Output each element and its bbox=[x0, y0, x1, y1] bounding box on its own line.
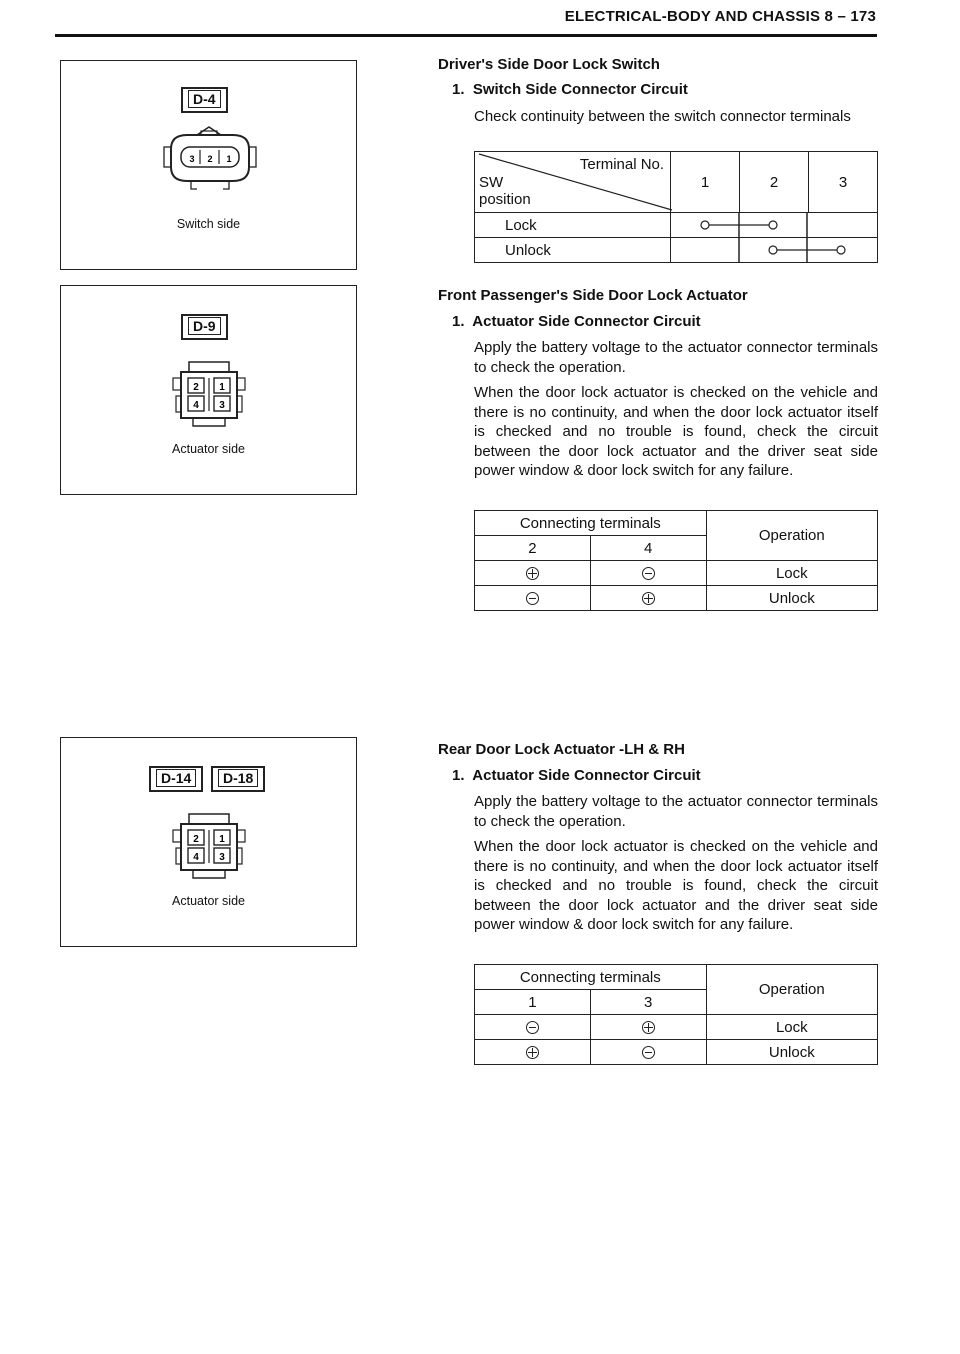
figure-caption: Actuator side bbox=[172, 894, 245, 908]
figure-d14-d18-actuator bbox=[60, 737, 357, 947]
section-title-front: Front Passenger's Side Door Lock Actuator bbox=[438, 287, 748, 304]
pin-label: 2 bbox=[207, 154, 213, 164]
terminal-header: 2 bbox=[740, 152, 809, 213]
switch-connector-icon bbox=[61, 123, 358, 223]
connector-label-d9 bbox=[181, 314, 228, 340]
pin-label: 3 bbox=[219, 400, 225, 411]
step-title-rear: 1. Actuator Side Connector Circuit bbox=[452, 767, 701, 784]
page-header: ELECTRICAL-BODY AND CHASSIS 8 – 173 bbox=[564, 8, 876, 25]
terminal-header: 3 bbox=[809, 152, 878, 213]
figure-d4-switch bbox=[60, 60, 357, 270]
operation-cell: Lock bbox=[706, 561, 877, 586]
connector-label-text: D-14 bbox=[156, 769, 196, 787]
paragraph-driver: Check continuity between the switch connector terminals bbox=[474, 108, 851, 125]
operation-header: Operation bbox=[706, 511, 877, 561]
polarity-cell bbox=[475, 561, 591, 586]
operation-cell: Unlock bbox=[706, 1040, 877, 1065]
figure-d9-actuator bbox=[60, 285, 357, 495]
pin-label: 3 bbox=[189, 154, 195, 164]
section-title-rear: Rear Door Lock Actuator -LH & RH bbox=[438, 741, 685, 758]
actuator-connector-icon bbox=[61, 356, 358, 446]
pin-label: 4 bbox=[193, 852, 199, 863]
connector-label-d14 bbox=[149, 766, 203, 792]
actuator-connector-icon bbox=[61, 808, 358, 898]
operation-table-rear bbox=[474, 964, 878, 1065]
plus-icon bbox=[642, 592, 655, 605]
step-title-front: 1. Actuator Side Connector Circuit bbox=[452, 313, 701, 330]
paragraph-rear-1: Apply the battery voltage to the actuator connector terminals to check the operation. bbox=[474, 793, 878, 830]
operation-header: Operation bbox=[706, 965, 877, 1015]
continuity-table bbox=[474, 151, 878, 263]
figure-caption: Actuator side bbox=[172, 442, 245, 456]
polarity-cell bbox=[590, 1040, 706, 1065]
connecting-terminals-header: Connecting terminals bbox=[475, 511, 707, 536]
plus-icon bbox=[526, 567, 539, 580]
minus-icon bbox=[526, 1021, 539, 1034]
row-label-lock: Lock bbox=[475, 213, 671, 238]
terminal-header: 2 bbox=[475, 536, 591, 561]
paragraph-front-2: When the door lock actuator is checked on the vehicle and there is no continuity, and when the door lock actuator itself is checked and no trouble is found, check the circuit between the door lock actuator and the driver seat side power window & door lock switch for any failure. bbox=[474, 384, 878, 479]
pin-label: 3 bbox=[219, 852, 225, 863]
polarity-cell bbox=[590, 561, 706, 586]
step-title-driver: 1. Switch Side Connector Circuit bbox=[452, 81, 688, 98]
minus-icon bbox=[526, 592, 539, 605]
row-label-unlock: Unlock bbox=[475, 238, 671, 263]
corner-position-label: position bbox=[479, 191, 531, 208]
connector-label-d4 bbox=[181, 87, 228, 113]
connector-label-text: D-18 bbox=[218, 769, 258, 787]
polarity-cell bbox=[475, 1040, 591, 1065]
polarity-cell bbox=[475, 586, 591, 611]
pin-label: 4 bbox=[193, 400, 199, 411]
polarity-cell bbox=[590, 586, 706, 611]
operation-table-front bbox=[474, 510, 878, 611]
polarity-cell bbox=[475, 1015, 591, 1040]
connector-label-text: D-9 bbox=[188, 317, 221, 335]
connector-label-text: D-4 bbox=[188, 90, 221, 108]
terminal-header: 3 bbox=[590, 990, 706, 1015]
paragraph-front-1: Apply the battery voltage to the actuator connector terminals to check the operation. bbox=[474, 339, 878, 376]
terminal-header: 4 bbox=[590, 536, 706, 561]
connector-label-d18 bbox=[211, 766, 265, 792]
paragraph-rear-2: When the door lock actuator is checked on the vehicle and there is no continuity, and when the door lock actuator itself is checked and no trouble is found, check the circuit between the door lock actuator and the driver seat side power window & door lock switch for any failure. bbox=[474, 838, 878, 933]
continuity-row-lock bbox=[671, 213, 878, 238]
terminal-header: 1 bbox=[671, 152, 740, 213]
corner-terminal-label: Terminal No. bbox=[579, 156, 665, 173]
pin-label: 1 bbox=[226, 154, 232, 164]
plus-icon bbox=[526, 1046, 539, 1059]
table-corner bbox=[475, 152, 671, 213]
pin-label: 2 bbox=[193, 834, 199, 845]
continuity-row-unlock bbox=[671, 238, 878, 263]
minus-icon bbox=[642, 1046, 655, 1059]
section-title-driver: Driver's Side Door Lock Switch bbox=[438, 56, 660, 73]
pin-label: 1 bbox=[219, 382, 225, 393]
connecting-terminals-header: Connecting terminals bbox=[475, 965, 707, 990]
polarity-cell bbox=[590, 1015, 706, 1040]
operation-cell: Unlock bbox=[706, 586, 877, 611]
pin-label: 1 bbox=[219, 834, 225, 845]
operation-cell: Lock bbox=[706, 1015, 877, 1040]
header-rule bbox=[55, 34, 877, 37]
terminal-header: 1 bbox=[475, 990, 591, 1015]
figure-caption: Switch side bbox=[176, 217, 241, 231]
pin-label: 2 bbox=[193, 382, 199, 393]
minus-icon bbox=[642, 567, 655, 580]
plus-icon bbox=[642, 1021, 655, 1034]
corner-sw-label: SW bbox=[479, 174, 504, 191]
